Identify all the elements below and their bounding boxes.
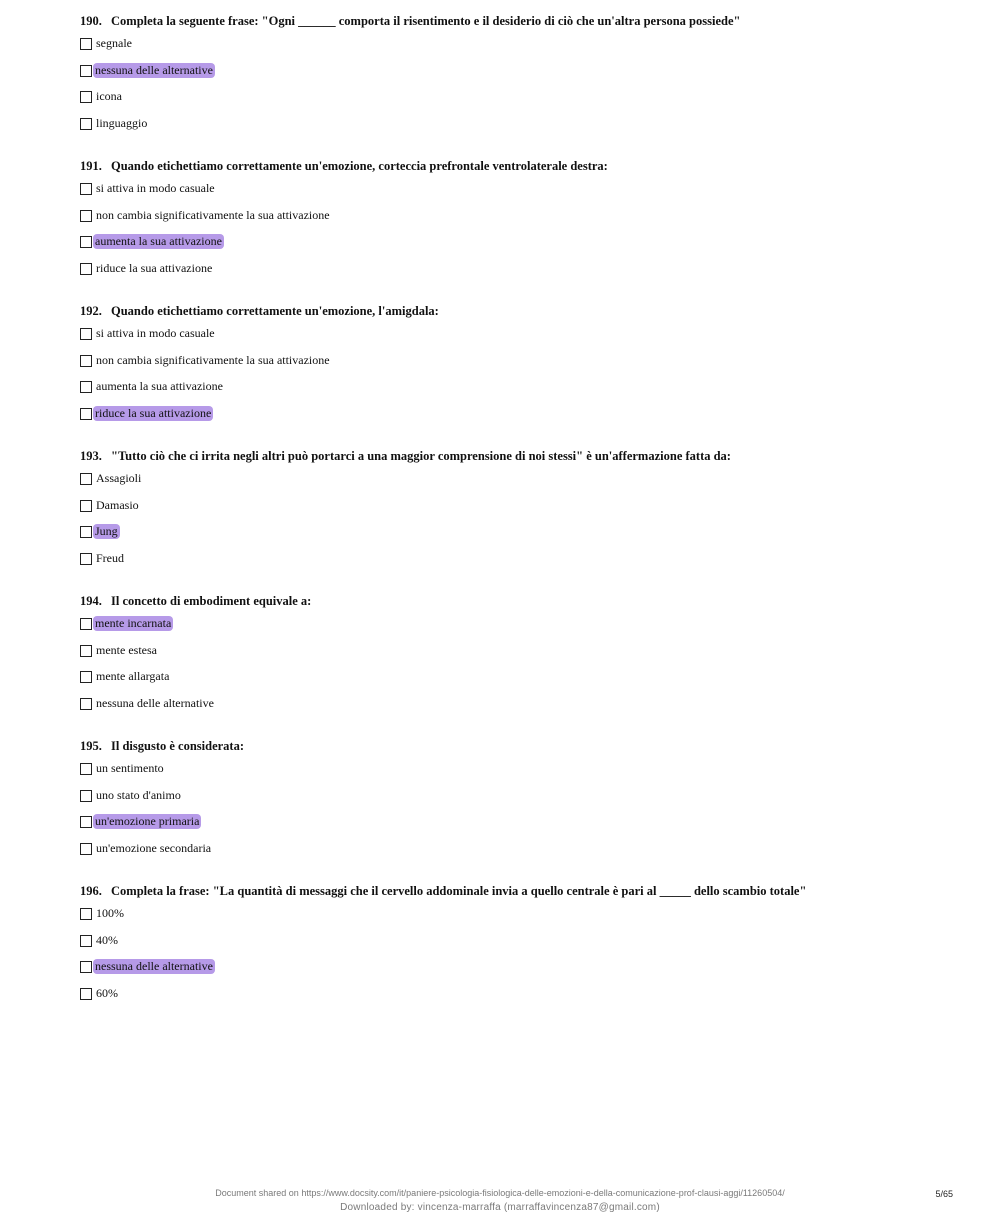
answer-option[interactable]	[80, 551, 960, 578]
answer-option-label: si attiva in modo casuale	[96, 326, 215, 340]
question-text: Quando etichettiamo correttamente un'emozione, corteccia prefrontale ventrolaterale destra:	[111, 159, 608, 173]
checkbox-icon[interactable]	[80, 236, 92, 248]
answer-option-label: 100%	[96, 906, 124, 920]
checkbox-icon[interactable]	[80, 988, 92, 1000]
answer-option-label: Freud	[96, 550, 124, 565]
question-title	[80, 593, 960, 609]
answer-option-label-highlighted: Jung	[95, 524, 118, 538]
checkbox-icon[interactable]	[80, 118, 92, 130]
answer-option-label: Damasio	[96, 497, 139, 512]
answer-option-label: segnale	[96, 36, 132, 50]
answer-option[interactable]	[80, 814, 960, 841]
question-number: 195.	[80, 739, 102, 753]
question-194	[80, 593, 960, 722]
checkbox-icon[interactable]	[80, 65, 92, 77]
answer-option-label: riduce la sua attivazione	[96, 260, 213, 275]
answer-option[interactable]	[80, 63, 960, 90]
question-190	[80, 13, 960, 142]
question-text: Il disgusto è considerata:	[111, 739, 244, 753]
footer-shared-notice: Document shared on https://www.docsity.com/it/paniere-psicologia-fisiologica-delle-emozioni-e-della-comunicazione-prof-clausi-aggi/11260504/	[215, 1188, 785, 1198]
checkbox-icon[interactable]	[80, 843, 92, 855]
answer-option-label: nessuna delle alternative	[96, 695, 214, 710]
checkbox-icon[interactable]	[80, 645, 92, 657]
answer-option[interactable]	[80, 788, 960, 815]
checkbox-icon[interactable]	[80, 381, 92, 393]
answer-option[interactable]	[80, 36, 960, 63]
answer-option-label: 60%	[96, 985, 118, 1000]
answer-option[interactable]	[80, 234, 960, 261]
question-title	[80, 303, 960, 319]
answer-option-label: un'emozione secondaria	[96, 840, 212, 855]
answer-option[interactable]	[80, 116, 960, 143]
answer-option[interactable]	[80, 208, 960, 235]
checkbox-icon[interactable]	[80, 328, 92, 340]
answer-option[interactable]	[80, 616, 960, 643]
answer-option[interactable]	[80, 471, 960, 498]
answer-option[interactable]	[80, 643, 960, 670]
question-text: Il concetto di embodiment equivale a:	[111, 594, 312, 608]
question-title	[80, 158, 960, 174]
checkbox-icon[interactable]	[80, 698, 92, 710]
answer-option[interactable]	[80, 761, 960, 788]
answer-option[interactable]	[80, 181, 960, 208]
answer-option-label: un sentimento	[96, 761, 164, 775]
question-number: 190.	[80, 14, 102, 28]
answer-option-label-highlighted: un'emozione primaria	[95, 814, 200, 828]
question-number: 193.	[80, 449, 102, 463]
answer-option-label: 40%	[96, 932, 118, 947]
answer-option[interactable]	[80, 498, 960, 525]
checkbox-icon[interactable]	[80, 263, 92, 275]
question-text: Quando etichettiamo correttamente un'emozione, l'amigdala:	[111, 304, 439, 318]
question-196	[80, 883, 960, 1012]
checkbox-icon[interactable]	[80, 473, 92, 485]
checkbox-icon[interactable]	[80, 183, 92, 195]
question-title	[80, 13, 960, 29]
checkbox-icon[interactable]	[80, 671, 92, 683]
question-193	[80, 448, 960, 577]
answer-option[interactable]	[80, 524, 960, 551]
answer-option-label-highlighted: riduce la sua attivazione	[95, 405, 212, 420]
answer-option-label: non cambia significativamente la sua attivazione	[96, 352, 330, 367]
answer-option-label: aumenta la sua attivazione	[96, 379, 223, 393]
answer-option-label: mente estesa	[96, 642, 157, 657]
checkbox-icon[interactable]	[80, 618, 92, 630]
question-192	[80, 303, 960, 432]
question-191	[80, 158, 960, 287]
question-number: 196.	[80, 884, 102, 898]
checkbox-icon[interactable]	[80, 763, 92, 775]
answer-option-label: mente allargata	[96, 669, 170, 683]
answer-option-label: non cambia significativamente la sua attivazione	[96, 207, 330, 222]
question-number: 194.	[80, 594, 102, 608]
question-title	[80, 448, 960, 464]
answer-option[interactable]	[80, 353, 960, 380]
answer-option[interactable]	[80, 986, 960, 1013]
question-text: "Tutto ciò che ci irrita negli altri può portarci a una maggior comprensione di noi stessi" è un'affermazione fatta da:	[111, 449, 731, 463]
answer-option[interactable]	[80, 906, 960, 933]
answer-option-label-highlighted: nessuna delle alternative	[95, 62, 213, 77]
checkbox-icon[interactable]	[80, 816, 92, 828]
answer-option-label: si attiva in modo casuale	[96, 181, 215, 195]
answer-option-label-highlighted: nessuna delle alternative	[95, 959, 213, 973]
question-number: 192.	[80, 304, 102, 318]
answer-option[interactable]	[80, 89, 960, 116]
answer-option-label-highlighted: aumenta la sua attivazione	[95, 234, 222, 248]
question-number: 191.	[80, 159, 102, 173]
answer-option[interactable]	[80, 379, 960, 406]
checkbox-icon[interactable]	[80, 408, 92, 420]
question-195	[80, 738, 960, 867]
checkbox-icon[interactable]	[80, 790, 92, 802]
checkbox-icon[interactable]	[80, 526, 92, 538]
answer-option[interactable]	[80, 326, 960, 353]
page-number: 5/65	[935, 1189, 953, 1199]
answer-option-label-highlighted: mente incarnata	[95, 616, 172, 630]
checkbox-icon[interactable]	[80, 91, 92, 103]
answer-option-label: linguaggio	[96, 115, 148, 130]
answer-option[interactable]	[80, 933, 960, 960]
answer-option-label: icona	[96, 89, 122, 103]
checkbox-icon[interactable]	[80, 961, 92, 973]
question-title	[80, 738, 960, 754]
checkbox-icon[interactable]	[80, 210, 92, 222]
answer-option[interactable]	[80, 406, 960, 433]
question-text: Completa la frase: "La quantità di messaggi che il cervello addominale invia a quello centrale è pari al _____ dello scambio totale"	[111, 884, 807, 898]
checkbox-icon[interactable]	[80, 908, 92, 920]
answer-option-label: uno stato d'animo	[96, 787, 181, 802]
answer-option-label: Assagioli	[96, 471, 142, 485]
answer-option[interactable]	[80, 669, 960, 696]
answer-option[interactable]	[80, 959, 960, 986]
checkbox-icon[interactable]	[80, 500, 92, 512]
checkbox-icon[interactable]	[80, 355, 92, 367]
question-text: Completa la seguente frase: "Ogni ______ comporta il risentimento e il desiderio di ciò che un'altra persona possiede"	[111, 14, 741, 28]
question-title	[80, 883, 960, 899]
footer-downloaded-by: Downloaded by: vincenza-marraffa (marraffavincenza87@gmail.com)	[340, 1202, 660, 1213]
checkbox-icon[interactable]	[80, 38, 92, 50]
answer-option[interactable]	[80, 696, 960, 723]
checkbox-icon[interactable]	[80, 935, 92, 947]
checkbox-icon[interactable]	[80, 553, 92, 565]
answer-option[interactable]	[80, 261, 960, 288]
answer-option[interactable]	[80, 841, 960, 868]
